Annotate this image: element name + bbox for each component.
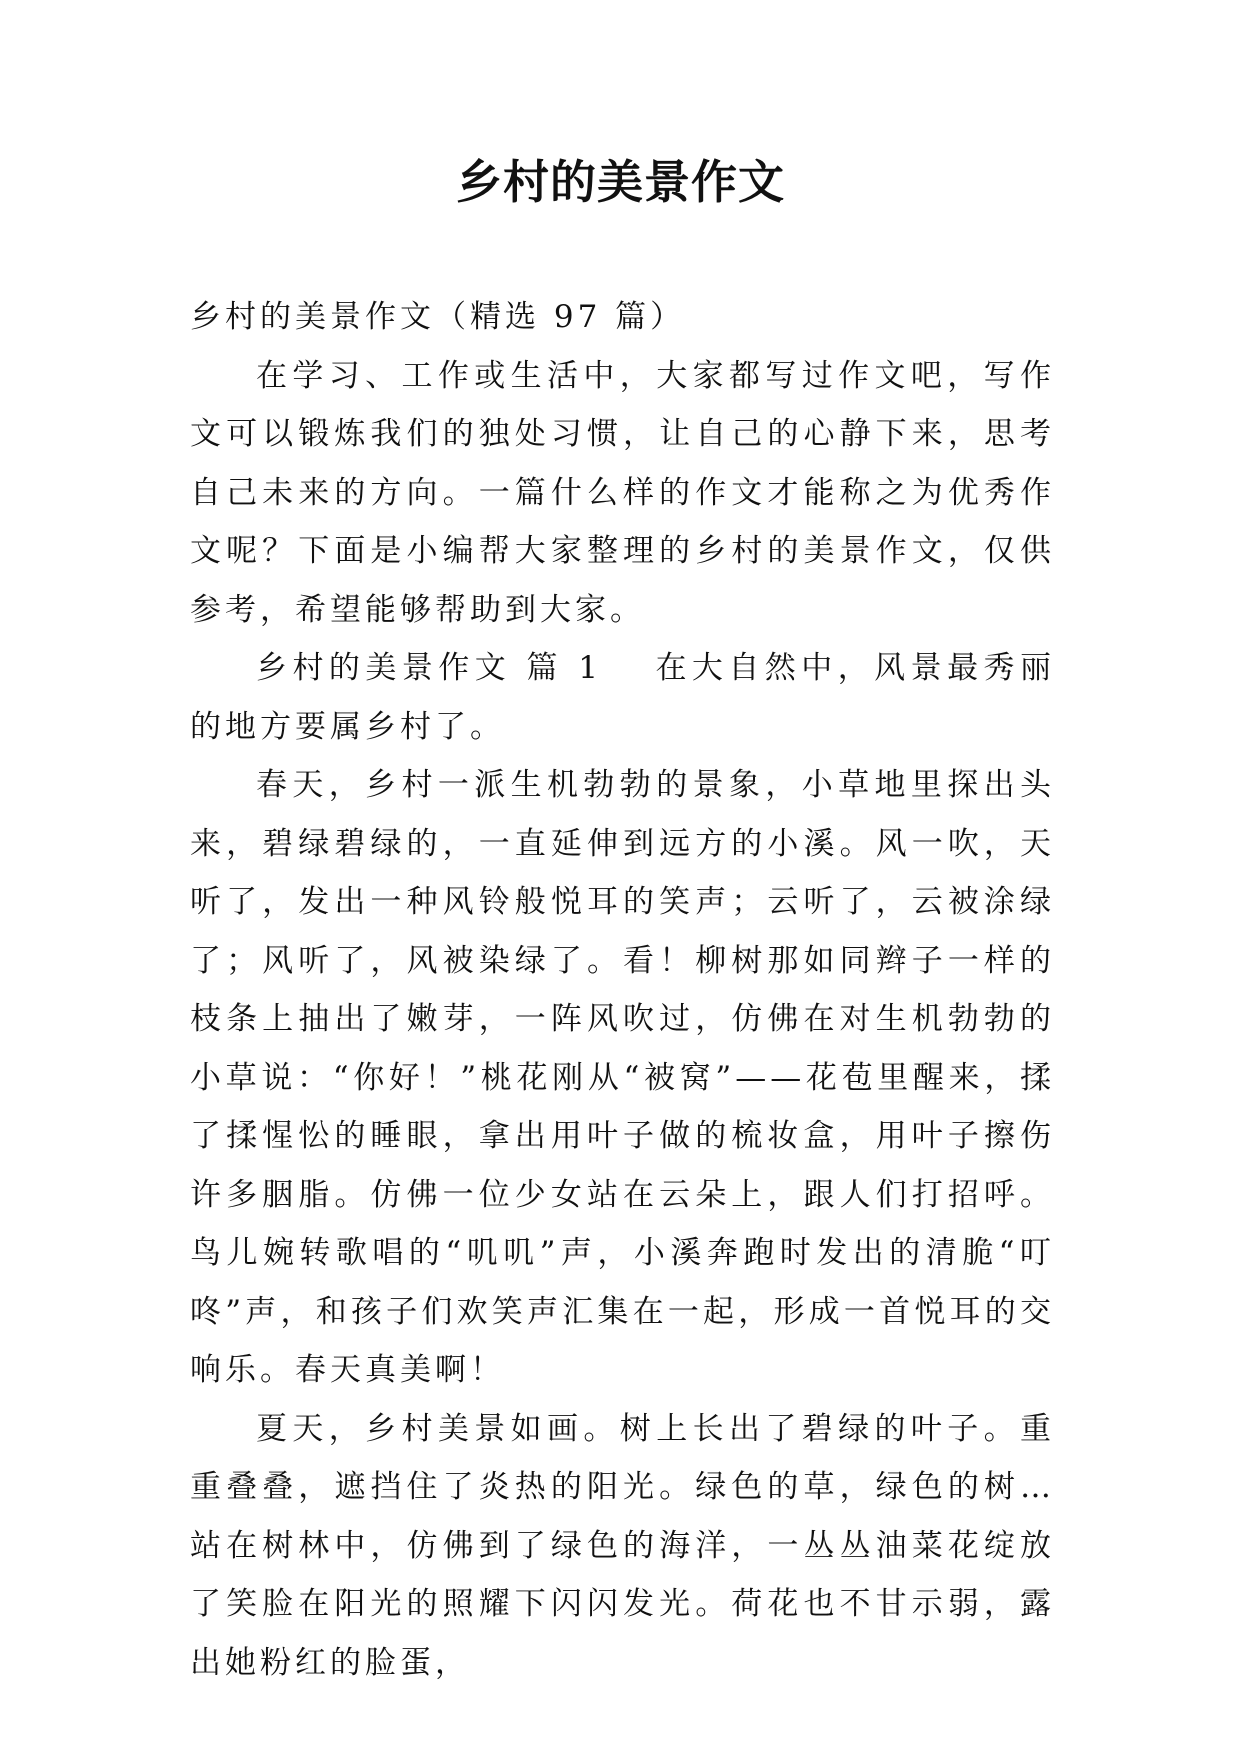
document-subtitle: 乡村的美景作文（精选 97 篇） bbox=[190, 299, 686, 335]
section-1-heading: 乡村的美景作文 篇 1 bbox=[256, 650, 602, 686]
section-1-lead: 在大自然中，风景最秀丽的地方要属乡村了。 bbox=[190, 650, 1055, 745]
document-body bbox=[190, 288, 1055, 1692]
summer-paragraph: 夏天，乡村美景如画。树上长出了碧绿的叶子。重重叠叠，遮挡住了炎热的阳光。绿色的草，绿色的树…站在树林中，仿佛到了绿色的海洋，一丛丛油菜花绽放了笑脸在阳光的照耀下闪闪发光。荷花也不甘示弱，露出她粉红的脸蛋， bbox=[190, 1410, 1055, 1681]
document-title: 乡村的美景作文 bbox=[456, 155, 785, 209]
section-1-paragraph bbox=[190, 639, 1055, 756]
spring-paragraph: 春天，乡村一派生机勃勃的景象，小草地里探出头来，碧绿碧绿的，一直延伸到远方的小溪。风一吹，天听了，发出一种风铃般悦耳的笑声；云听了，云被涂绿了；风听了，风被染绿了。看！柳树那如同辫子一样的枝条上抽出了嫩芽，一阵风吹过，仿佛在对生机勃勃的小草说：“你好！”桃花刚从“被窝”——花苞里醒来，揉了揉惺忪的睡眼，拿出用叶子做的梳妆盒，用叶子擦伤许多胭脂。仿佛一位少女站在云朵上，跟人们打招呼。鸟儿婉转歌唱的“叽叽”声，小溪奔跑时发出的清脆“叮咚”声，和孩子们欢笑声汇集在一起，形成一首悦耳的交响乐。春天真美啊！ bbox=[190, 767, 1055, 1388]
intro-paragraph: 在学习、工作或生活中，大家都写过作文吧，写作文可以锻炼我们的独处习惯，让自己的心静下来，思考自己未来的方向。一篇什么样的作文才能称之为优秀作文呢？下面是小编帮大家整理的乡村的美景作文，仅供参考，希望能够帮助到大家。 bbox=[190, 357, 1055, 628]
